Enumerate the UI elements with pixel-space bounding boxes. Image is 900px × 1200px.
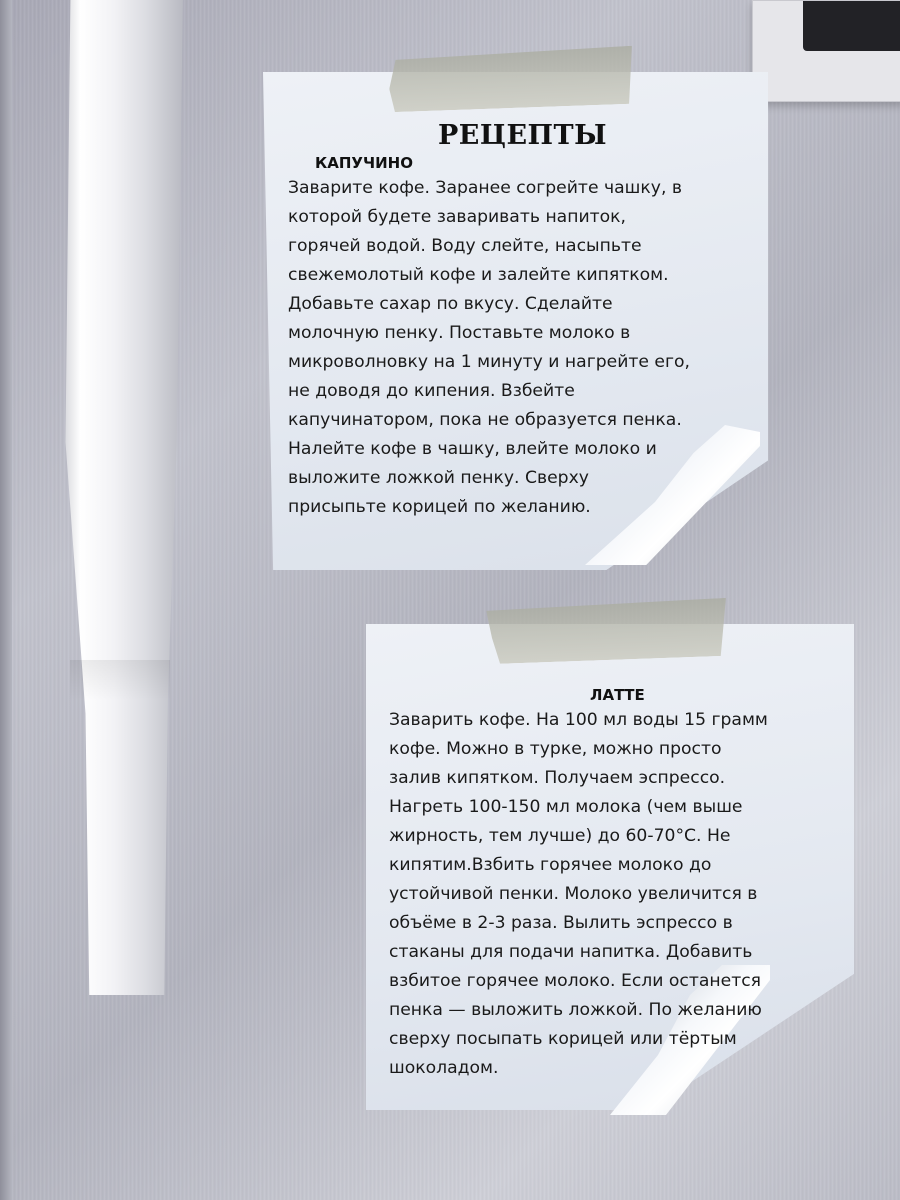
recipe-line: молочную пенку. Поставьте молоко в — [288, 323, 631, 343]
recipe-line: объёме в 2-3 раза. Вылить эспрессо в — [389, 913, 733, 933]
recipe-line: которой будете заваривать напиток, — [288, 207, 626, 227]
recipe-line: Налейте кофе в чашку, влейте молоко и — [288, 439, 657, 459]
recipe-heading-cappuccino: КАПУЧИНО — [315, 154, 413, 172]
recipe-line: шоколадом. — [389, 1058, 499, 1078]
recipe-line: взбитое горячее молоко. Если останется — [389, 971, 762, 991]
recipe-line: пенка — выложить ложкой. По желанию — [389, 1000, 762, 1020]
recipe-line: сверху посыпать корицей или тёртым — [389, 1029, 737, 1049]
fridge-display-panel — [752, 0, 900, 102]
recipe-line: горячей водой. Воду слейте, насыпьте — [288, 236, 642, 256]
recipe-line: Нагреть 100-150 мл молока (чем выше — [389, 797, 743, 817]
recipe-line: Заварите кофе. Заранее согрейте чашку, в — [288, 178, 683, 198]
recipe-line: Заварить кофе. На 100 мл воды 15 грамм — [389, 710, 768, 730]
recipe-heading-latte: ЛАТТЕ — [590, 686, 645, 704]
masking-tape — [388, 46, 634, 112]
recipe-line: кипятим.Взбить горячее молоко до — [389, 855, 712, 875]
fridge-door-edge — [0, 0, 12, 1200]
recipe-line: выложите ложкой пенку. Сверху — [288, 468, 589, 488]
recipe-line: микроволновку на 1 минуту и нагрейте его, — [288, 352, 691, 372]
fridge-handle — [58, 0, 183, 995]
recipe-line: не доводя до кипения. Взбейте — [288, 381, 575, 401]
recipe-line: жирность, тем лучше) до 60-70°C. Не — [389, 826, 731, 846]
masking-tape — [486, 598, 728, 664]
recipe-text-latte — [389, 706, 769, 1083]
display-screen — [803, 1, 900, 51]
recipe-line: капучинатором, пока не образуется пенка. — [288, 410, 682, 430]
page-title: РЕЦЕПТЫ — [438, 120, 608, 151]
recipe-line: залив кипятком. Получаем эспрессо. — [389, 768, 726, 788]
recipe-line: присыпьте корицей по желанию. — [288, 497, 591, 517]
fridge-handle-shadow — [70, 660, 170, 700]
recipe-line: устойчивой пенки. Молоко увеличится в — [389, 884, 758, 904]
recipe-line: кофе. Можно в турке, можно просто — [389, 739, 722, 759]
recipe-line: стаканы для подачи напитка. Добавить — [389, 942, 753, 962]
recipe-line: Добавьте сахар по вкусу. Сделайте — [288, 294, 613, 314]
recipe-line: свежемолотый кофе и залейте кипятком. — [288, 265, 669, 285]
recipe-text-cappuccino — [288, 174, 708, 522]
